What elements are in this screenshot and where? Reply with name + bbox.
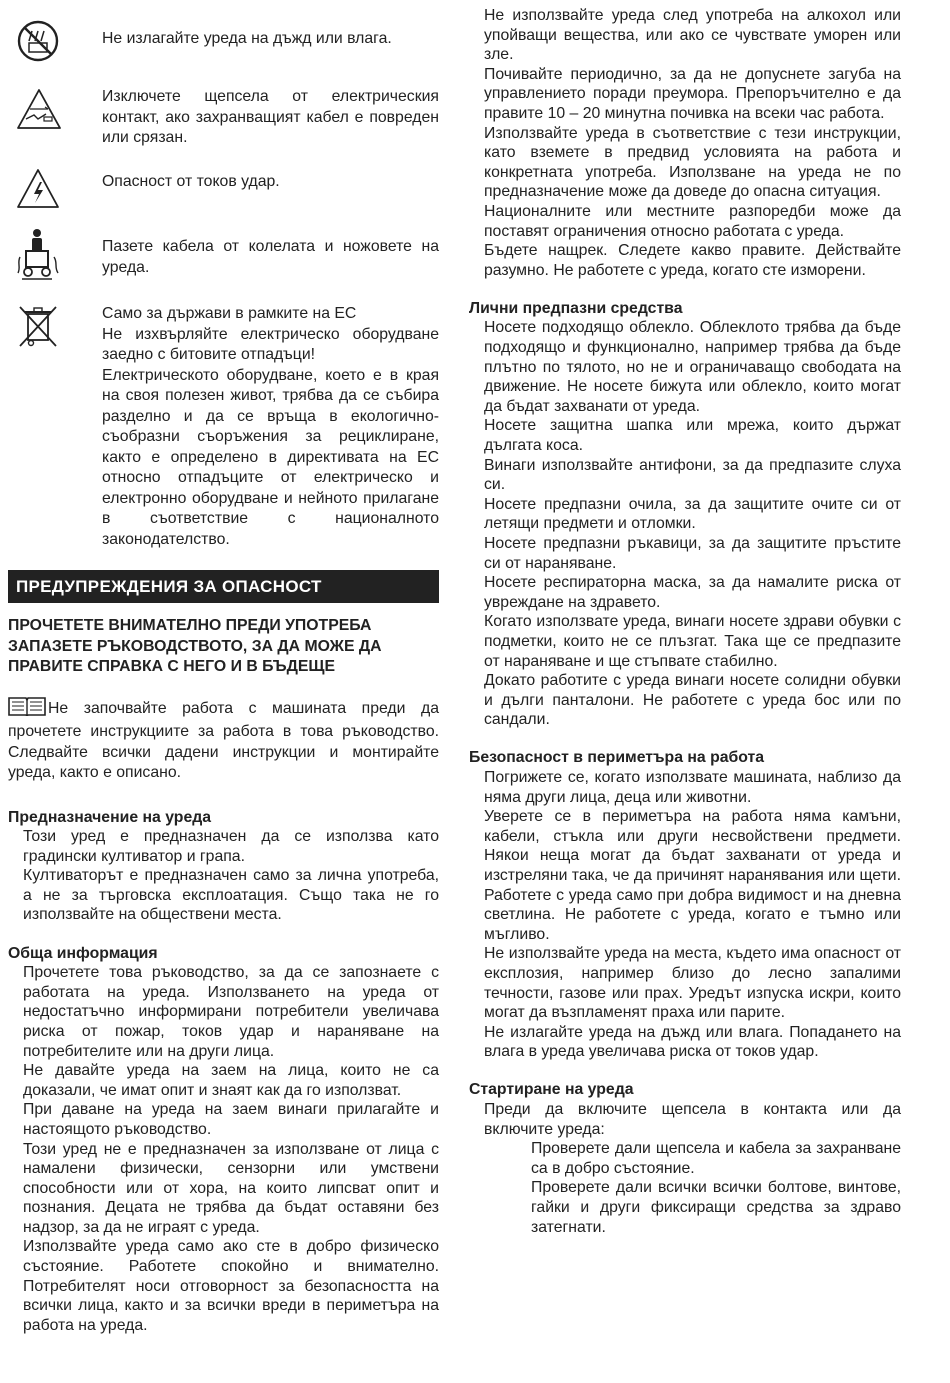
electric-shock-icon [16, 167, 82, 217]
paragraph: Националните или местните разпоредби може да поставят ограничения относно работата с уреда. [484, 202, 901, 240]
symbol-row-weee [8, 304, 439, 550]
symbol-text-line: Само за държави в рамките на ЕС [102, 305, 357, 322]
paragraph: Почивайте периодично, за да не допуснете загуба на управлението поради преумора. Препоръчително е да правите 10 – 20 минутна почивка на всеки час работа. [484, 65, 901, 122]
symbol-text-unplug [102, 87, 439, 149]
paragraph: Този уред не е предназначен за използване от лица с намалени физически, сензорни или умствени способности или от хора, на които липсват опит и познания. Децата не трябва да бъдат оставяни без надзор, за да не играят с уреда. [23, 1140, 439, 1236]
paragraph: Носете защитна шапка или мрежа, които държат дългата коса. [484, 417, 901, 454]
paragraph: Бъдете нащрек. Следете какво правите. Действайте разумно. Не работете с уреда, когато сте изморени. [484, 242, 901, 279]
paragraph: Винаги използвайте антифони, за да предпазите слуха си. [484, 456, 901, 494]
symbol-text-weee [102, 304, 439, 550]
symbol-text-no-rain [102, 19, 439, 50]
section-title-general: Обща информация [8, 944, 158, 962]
book-note [8, 696, 439, 784]
crossed-bin-icon [16, 304, 82, 354]
paragraph: Когато използвате уреда, винаги носете здрави обувки с подметки, които не се плъзгат. Така ще се предпазите от нараняване и ще стъпвате стабилно. [484, 613, 901, 670]
paragraph: Работете с уреда само при добра видимост и на дневна светлина. Не работете с уреда, когато е тъмно или мъгливо. [484, 886, 901, 943]
symbol-text-line: Опасност от токов удар. [102, 173, 280, 190]
sub-paragraph: Проверете дали щепсела и кабела за захранване са в добро състояние. [531, 1140, 901, 1177]
paragraph: Не излагайте уреда на дъжд или влага. Попадането на влага в уреда увеличава риска от токов удар. [484, 1023, 901, 1061]
paragraph: При даване на уреда на заем винаги прилагайте и настоящото ръководство. [23, 1101, 439, 1138]
symbol-text-line: Изключете щепсела от електрическия контакт, ако захранващият кабел е повреден или срязан. [102, 88, 439, 146]
paragraph: Уверете се в периметъра на работа няма камъни, кабели, стъкла или други несвойствени предмети. Някои неща могат да бъдат захванати от уреда и изстреляни така, че да причинят наранявания или щети. [484, 808, 901, 884]
paragraph: Използвайте уреда в съответствие с тези инструкции, като вземете в предвид условията на работа и конкретната употреба. Използване на уреда не по предназначение може да доведе до опасна ситуация. [484, 124, 901, 201]
symbol-text-cable [102, 227, 439, 278]
paragraph: Прочетете това ръководство, за да се запознаете с работата на уреда. Използването на уреда от недостатъчно информирани потребители увеличава риска от пожар, токов удар и нараняване на потребителите или на други лица. [23, 964, 439, 1060]
paragraph: Култиваторът е предназначен само за лична употреба, а не за търговска експлоатация. Също така не го използвайте на обществени места. [23, 867, 439, 924]
manual-book-icon [8, 696, 46, 723]
paragraph: Погрижете се, когато използвате машината, наблизо да няма други лица, деца или животни. [484, 768, 901, 806]
symbol-text-line: Не излагайте уреда на дъжд или влага. [102, 30, 392, 47]
section-title-work-area: Безопасност в периметъра на работа [469, 749, 765, 767]
section-title-purpose: Предназначение на уреда [8, 808, 212, 826]
symbol-text-line: Не изхвърляйте електрическо оборудване заедно с битовите отпадъци! [102, 325, 439, 363]
paragraph: Преди да включите щепсела в контакта или да включите уреда: [484, 1100, 901, 1138]
symbol-row-unplug [8, 87, 439, 157]
paragraph: Докато работите с уреда винаги носете солидни обувки и дълги панталони. Не работете с уреда бос или по сандали. [484, 672, 901, 729]
paragraph: Не давайте уреда на заем на лица, които не са доказали, че имат опит и знаят как да го използват. [23, 1062, 439, 1099]
symbol-text-line: Пазете кабела от колелата и ножовете на уреда. [102, 238, 439, 276]
no-rain-icon [16, 19, 82, 69]
paragraph: Не използвайте уреда на места, където има опасност от експлозия, например близо до лесно запалими течности, газове или прах. Уредът изпуска искри, които могат да възпламенят праха или парите. [484, 945, 901, 1022]
symbol-row-no-rain [8, 19, 439, 79]
paragraph: Носете предпазни ръкавици, за да защитите пръстите си от нараняване. [484, 534, 901, 572]
paragraph: Този уред е предназначен да се използва като градински култиватор и грапа. [23, 828, 439, 865]
symbol-text-line: Електрическото оборудване, което е в края на своя полезен живот, трябва да се събира разделно и да се връща в екологично-съобразни съоръжения за рециклиране, както е определено в директивата на ЕС относно отпадъците от електрическо и електронно оборудване и нейното прилагане в съответствие с националното законодателство. [102, 366, 439, 548]
left-column [8, 0, 439, 1335]
keep-cable-away-icon [16, 227, 82, 287]
symbol-row-shock [8, 167, 439, 222]
unplug-cable-icon [16, 87, 82, 137]
paragraph: Използвайте уреда само ако сте в добро физическо състояние. Работете спокойно и внимателно. Потребителят носи отговорност за безопасността на всички лица, както и за всички вреди в периметъра на работа на уреда. [23, 1238, 439, 1334]
paragraph: Носете респираторна маска, за да намалите риска от увреждане на здравето. [484, 574, 901, 611]
book-note-text: Не започвайте работа с машината преди да прочетете инструкциите за работа в това ръководство. Следвайте всички дадени инструкции и монтирайте уреда, както е описано. [8, 699, 439, 781]
sub-paragraph: Проверете дали всички всички болтове, винтове, гайки и други фиксиращи средства за здраво затегнати. [531, 1179, 901, 1236]
section-title-ppe: Лични предпазни средства [469, 299, 683, 317]
paragraph: Носете подходящо облекло. Облеклото трябва да бъде подходящо и функционално, например трябва да бъде плътно по тялото, но не и ограничаващо свободата на движение. Не носете бижута или облекло, които могат да бъдат захванати от уреда. [484, 319, 901, 415]
symbol-row-cable [8, 227, 439, 300]
right-column [469, 6, 901, 1237]
section-title-starting: Стартиране на уреда [469, 1081, 634, 1099]
symbol-text-shock [102, 167, 439, 193]
warnings-banner: ПРЕДУПРЕЖДЕНИЯ ЗА ОПАСНОСТ [8, 570, 439, 603]
read-carefully-heading: ПРОЧЕТЕТЕ ВНИМАТЕЛНО ПРЕДИ УПОТРЕБА ЗАПАЗЕТЕ РЪКОВОДСТВОТО, ЗА ДА МОЖЕ ДА ПРАВИТЕ СПРАВКА С НЕГО И В БЪДЕЩЕ [8, 617, 382, 675]
paragraph: Не използвайте уреда след употреба на алкохол или упойващи вещества, или ако се чувствате уморен или зле. [484, 7, 901, 64]
paragraph: Носете предпазни очила, за да защитите очите си от летящи предмети и отломки. [484, 495, 901, 533]
symbol-list [8, 19, 439, 550]
